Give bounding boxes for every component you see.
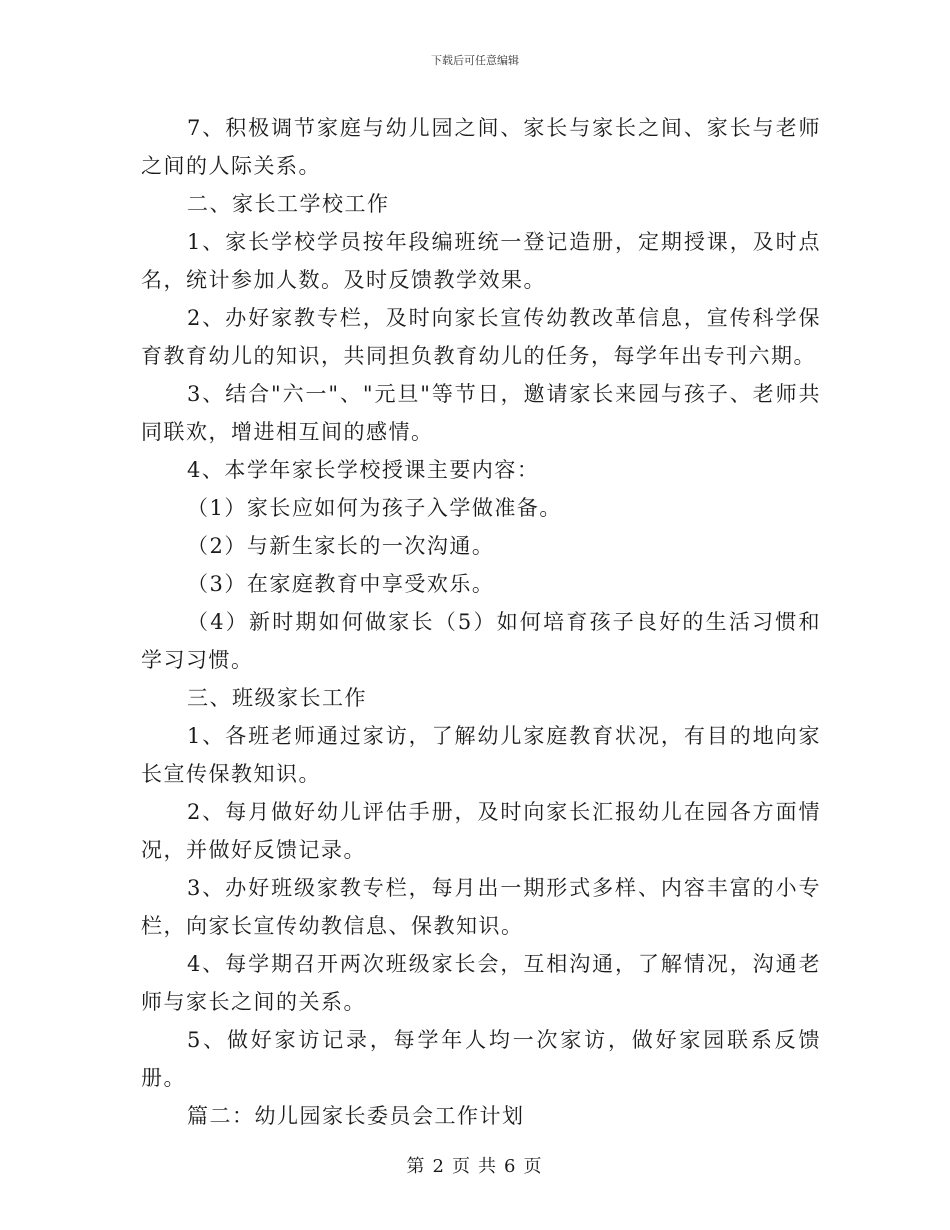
paragraph-class-item-4: 4、每学期召开两次班级家长会，互相沟通，了解情况，沟通老师与家长之间的关系。 [141, 952, 821, 1014]
course-topic-2: （2）与新生家长的一次沟通。 [187, 534, 495, 558]
paragraph-class-item-1: 1、各班老师通过家访，了解幼儿家庭教育状况，有目的地向家长宣传保教知识。 [141, 724, 821, 786]
footer-label-total: 共 [478, 1156, 498, 1177]
course-topic-4-5: （4）新时期如何做家长（5）如何培育孩子良好的生活习惯和学习习惯。 [141, 610, 821, 672]
page-number-footer [0, 1152, 950, 1178]
page-header-note: 下载后可任意编辑 [431, 54, 519, 67]
paragraph-school-item-1: 1、家长学校学员按年段编班统一登记造册，定期授课，及时点名，统计参加人数。及时反馈教学效果。 [141, 230, 821, 292]
footer-page-total: 6 [504, 1156, 518, 1177]
footer-label-prefix: 第 [406, 1156, 427, 1177]
paragraph-class-item-3: 3、办好班级家教专栏，每月出一期形式多样、内容丰富的小专栏，向家长宣传幼教信息、保教知识。 [141, 876, 821, 938]
paragraph-item-7: 7、积极调节家庭与幼儿园之间、家长与家长之间、家长与老师之间的人际关系。 [141, 116, 821, 178]
article-two-title: 篇二：幼儿园家长委员会工作计划 [187, 1104, 525, 1128]
paragraph-school-item-2: 2、办好家教专栏，及时向家长宣传幼教改革信息，宣传科学保育教育幼儿的知识，共同担负教育幼儿的任务，每学年出专刊六期。 [141, 306, 821, 368]
paragraph-school-item-4: 4、本学年家长学校授课主要内容： [187, 458, 540, 482]
section-heading-parent-school: 二、家长工学校工作 [187, 192, 390, 216]
course-topic-3: （3）在家庭教育中享受欢乐。 [187, 572, 495, 596]
paragraph-class-item-2: 2、每月做好幼儿评估手册，及时向家长汇报幼儿在园各方面情况，并做好反馈记录。 [141, 800, 821, 862]
section-heading-class-parent-work: 三、班级家长工作 [187, 686, 367, 710]
footer-label-page: 页 [452, 1156, 472, 1177]
course-topic-1: （1）家长应如何为孩子入学做准备。 [187, 496, 562, 520]
paragraph-class-item-5: 5、做好家访记录，每学年人均一次家访，做好家园联系反馈册。 [141, 1028, 821, 1090]
document-body [141, 109, 821, 1135]
footer-label-suffix: 页 [523, 1156, 544, 1177]
paragraph-school-item-3: 3、结合"六一"、"元旦"等节日，邀请家长来园与孩子、老师共同联欢，增进相互间的感情。 [141, 382, 821, 444]
footer-page-current: 2 [432, 1156, 446, 1177]
